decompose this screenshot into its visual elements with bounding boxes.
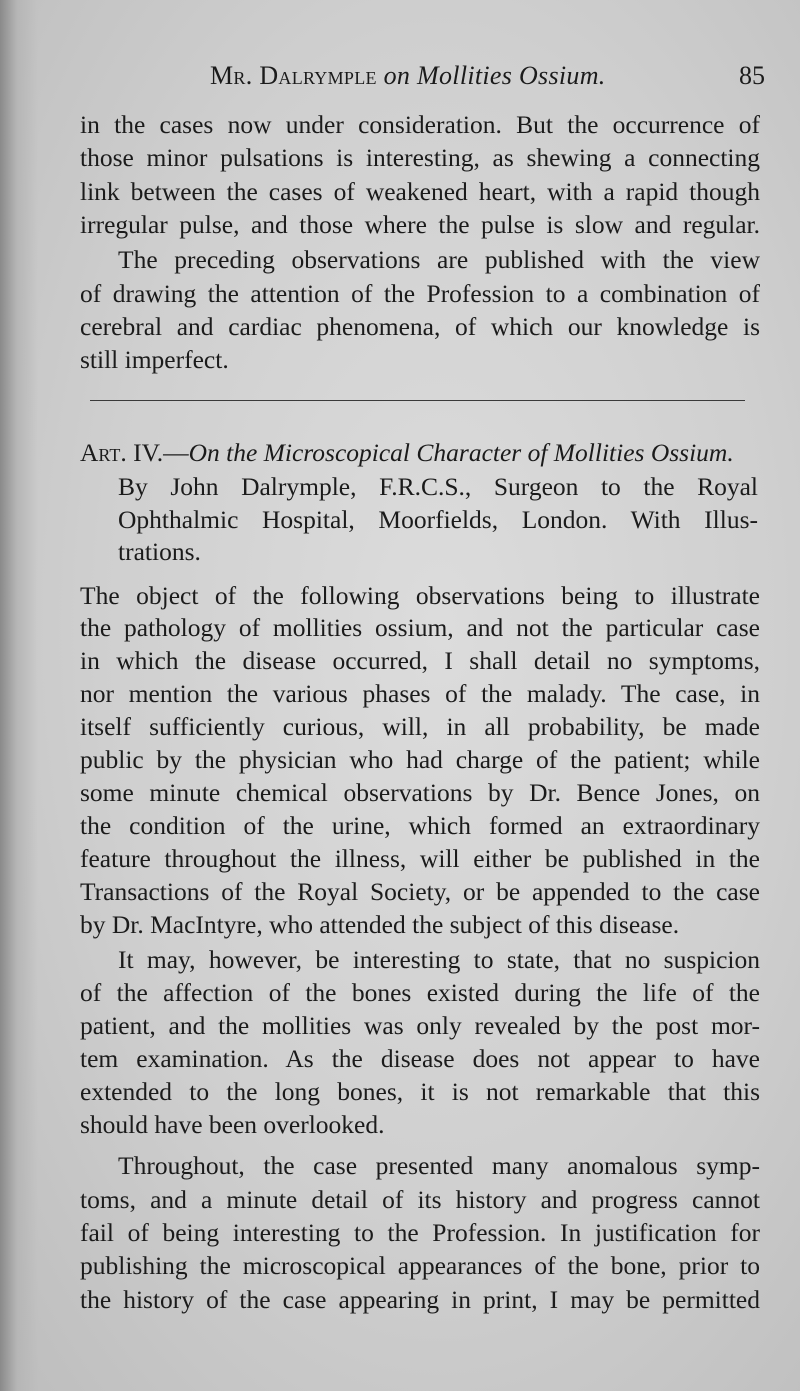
para2-line-4: still imperfect. bbox=[80, 345, 229, 374]
article-heading bbox=[80, 437, 760, 469]
para4-line-3: patient, and the mollities was only revealed by the post mor- bbox=[80, 1011, 760, 1040]
article-title: On the Microscopical Character of Mollities Ossium. bbox=[188, 438, 734, 467]
para4-line-2: of the affection of the bones existed during the life of the bbox=[80, 978, 760, 1007]
para3-line-7: some minute chemical observations by Dr. Bence Jones, on bbox=[80, 778, 760, 807]
running-head bbox=[210, 56, 765, 96]
para3-line-8: the condition of the urine, which formed an extraordinary bbox=[80, 811, 760, 840]
article-label: Art. IV. bbox=[80, 438, 164, 467]
gutter-shadow bbox=[0, 0, 38, 1391]
byline-line-2: Ophthalmic Hospital, Moorfields, London. With Illus- bbox=[118, 505, 758, 534]
para2-line-1: The preceding observations are published with the view bbox=[118, 245, 760, 274]
para3-line-5: itself sufficiently curious, will, in all probability, be made bbox=[80, 712, 760, 741]
running-head-on: on bbox=[383, 61, 411, 90]
para3-line-3: in which the disease occurred, I shall detail no symptoms, bbox=[80, 646, 760, 675]
para2-line-2: of drawing the attention of the Profession to a combination of bbox=[80, 279, 760, 308]
para3-line-10: Transactions of the Royal Society, or be appended to the case bbox=[80, 877, 760, 906]
para3-line-11: by Dr. MacIntyre, who attended the subject of this disease. bbox=[80, 910, 680, 939]
para1-line-1: in the cases now under consideration. But the occurrence of bbox=[80, 110, 760, 139]
para3-line-6: public by the physician who had charge of the patient; while bbox=[80, 745, 760, 774]
para4-line-4: tem examination. As the disease does not appear to have bbox=[80, 1044, 760, 1073]
para4-line-6: should have been overlooked. bbox=[80, 1110, 385, 1139]
article-dash: — bbox=[163, 438, 189, 467]
para1-line-4: irregular pulse, and those where the pulse is slow and regular. bbox=[80, 210, 760, 239]
section-divider bbox=[90, 400, 745, 401]
running-head-author: Mr. Dalrymple bbox=[210, 61, 377, 90]
para1-line-2: those minor pulsations is interesting, as shewing a connecting bbox=[80, 143, 760, 172]
para4-line-1: It may, however, be interesting to state, that no suspicion bbox=[118, 945, 760, 974]
para1-line-3: link between the cases of weakened heart, with a rapid though bbox=[80, 177, 760, 206]
para5-line-5: the history of the case appearing in print, I may be permitted bbox=[80, 1285, 760, 1314]
byline-line-3: trations. bbox=[118, 537, 201, 566]
byline-line-1: By John Dalrymple, F.R.C.S., Surgeon to the Royal bbox=[118, 472, 758, 501]
para5-line-2: toms, and a minute detail of its history and progress cannot bbox=[80, 1185, 760, 1214]
para5-line-1: Throughout, the case presented many anomalous symp- bbox=[118, 1151, 760, 1180]
para5-line-4: publishing the microscopical appearances of the bone, prior to bbox=[80, 1251, 760, 1280]
running-head-subject: Mollities Ossium. bbox=[417, 61, 606, 90]
para4-line-5: extended to the long bones, it is not remarkable that this bbox=[80, 1077, 760, 1106]
para3-line-9: feature throughout the illness, will either be published in the bbox=[80, 844, 760, 873]
page-number: 85 bbox=[739, 61, 765, 90]
para2-line-3: cerebral and cardiac phenomena, of which our knowledge is bbox=[80, 312, 760, 341]
para5-line-3: fail of being interesting to the Profession. In justification for bbox=[80, 1218, 760, 1247]
para3-line-4: nor mention the various phases of the malady. The case, in bbox=[80, 679, 760, 708]
para3-line-2: the pathology of mollities ossium, and not the particular case bbox=[80, 613, 760, 642]
para3-line-1: The object of the following observations being to illustrate bbox=[80, 581, 760, 610]
running-head-title bbox=[210, 56, 606, 96]
